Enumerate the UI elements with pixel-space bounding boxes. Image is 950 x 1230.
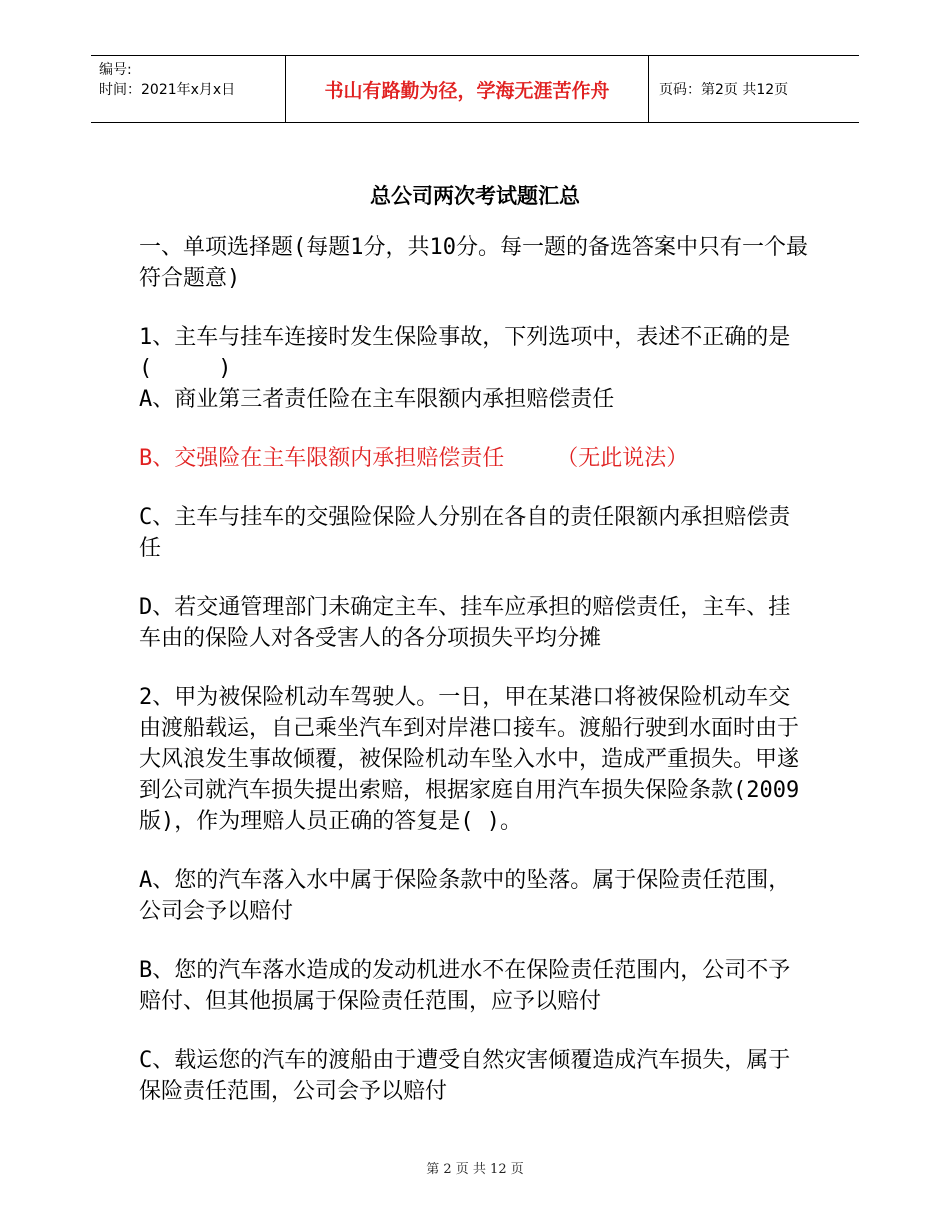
question-1: 1、主车与挂车连接时发生保险事故，下列选项中，表述不正确的是( )	[139, 325, 791, 381]
page-header	[91, 55, 859, 123]
header-motto: 书山有路勤为径，学海无涯苦作舟	[324, 79, 610, 102]
time-label: 时间：2021年x月x日	[99, 82, 236, 98]
header-page-info: 页码：第2页 共12页	[659, 82, 789, 98]
question-1-option-d: D、若交通管理部门未确定主车、挂车应承担的赔偿责任，主车、挂车由的保险人对各受害人的各分项损失平均分摊	[139, 595, 791, 651]
question-1-option-b	[139, 443, 811, 474]
question-2: 2、甲为被保险机动车驾驶人。一日，甲在某港口将被保险机动车交由渡船载运，自己乘坐汽车到对岸港口接车。渡船行驶到水面时由于大风浪发生事故倾覆，被保险机动车坠入水中，造成严重损失。甲遂到公司就汽车损失提出索赔，根据家庭自用汽车损失保险条款(2009版)，作为理赔人员正确的答复是( )。	[139, 685, 800, 834]
section-heading: 一、单项选择题(每题1分，共10分。每一题的备选答案中只有一个最符合题意)	[139, 235, 808, 291]
question-2-option-b: B、您的汽车落水造成的发动机进水不在保险责任范围内，公司不予赔付、但其他损属于保险责任范围，应予以赔付	[139, 958, 791, 1014]
option-b-text: B、交强险在主车限额内承担赔偿责任	[139, 446, 505, 471]
serial-label: 编号:	[99, 62, 132, 78]
question-1-option-c: C、主车与挂车的交强险保险人分别在各自的责任限额内承担赔偿责任	[139, 505, 791, 561]
option-b-note: （无此说法）	[556, 446, 689, 471]
question-2-option-c: C、载运您的汽车的渡船由于遭受自然灾害倾覆造成汽车损失，属于保险责任范围，公司会予以赔付	[139, 1048, 791, 1104]
question-2-option-a: A、您的汽车落入水中属于保险条款中的坠落。属于保险责任范围，公司会予以赔付	[139, 868, 791, 924]
document-title: 总公司两次考试题汇总	[370, 184, 580, 208]
question-1-option-a: A、商业第三者责任险在主车限额内承担赔偿责任	[139, 387, 615, 412]
header-meta	[99, 60, 285, 100]
page-footer: 第 2 页 共 12 页	[426, 1162, 524, 1177]
document-body	[139, 232, 811, 1107]
